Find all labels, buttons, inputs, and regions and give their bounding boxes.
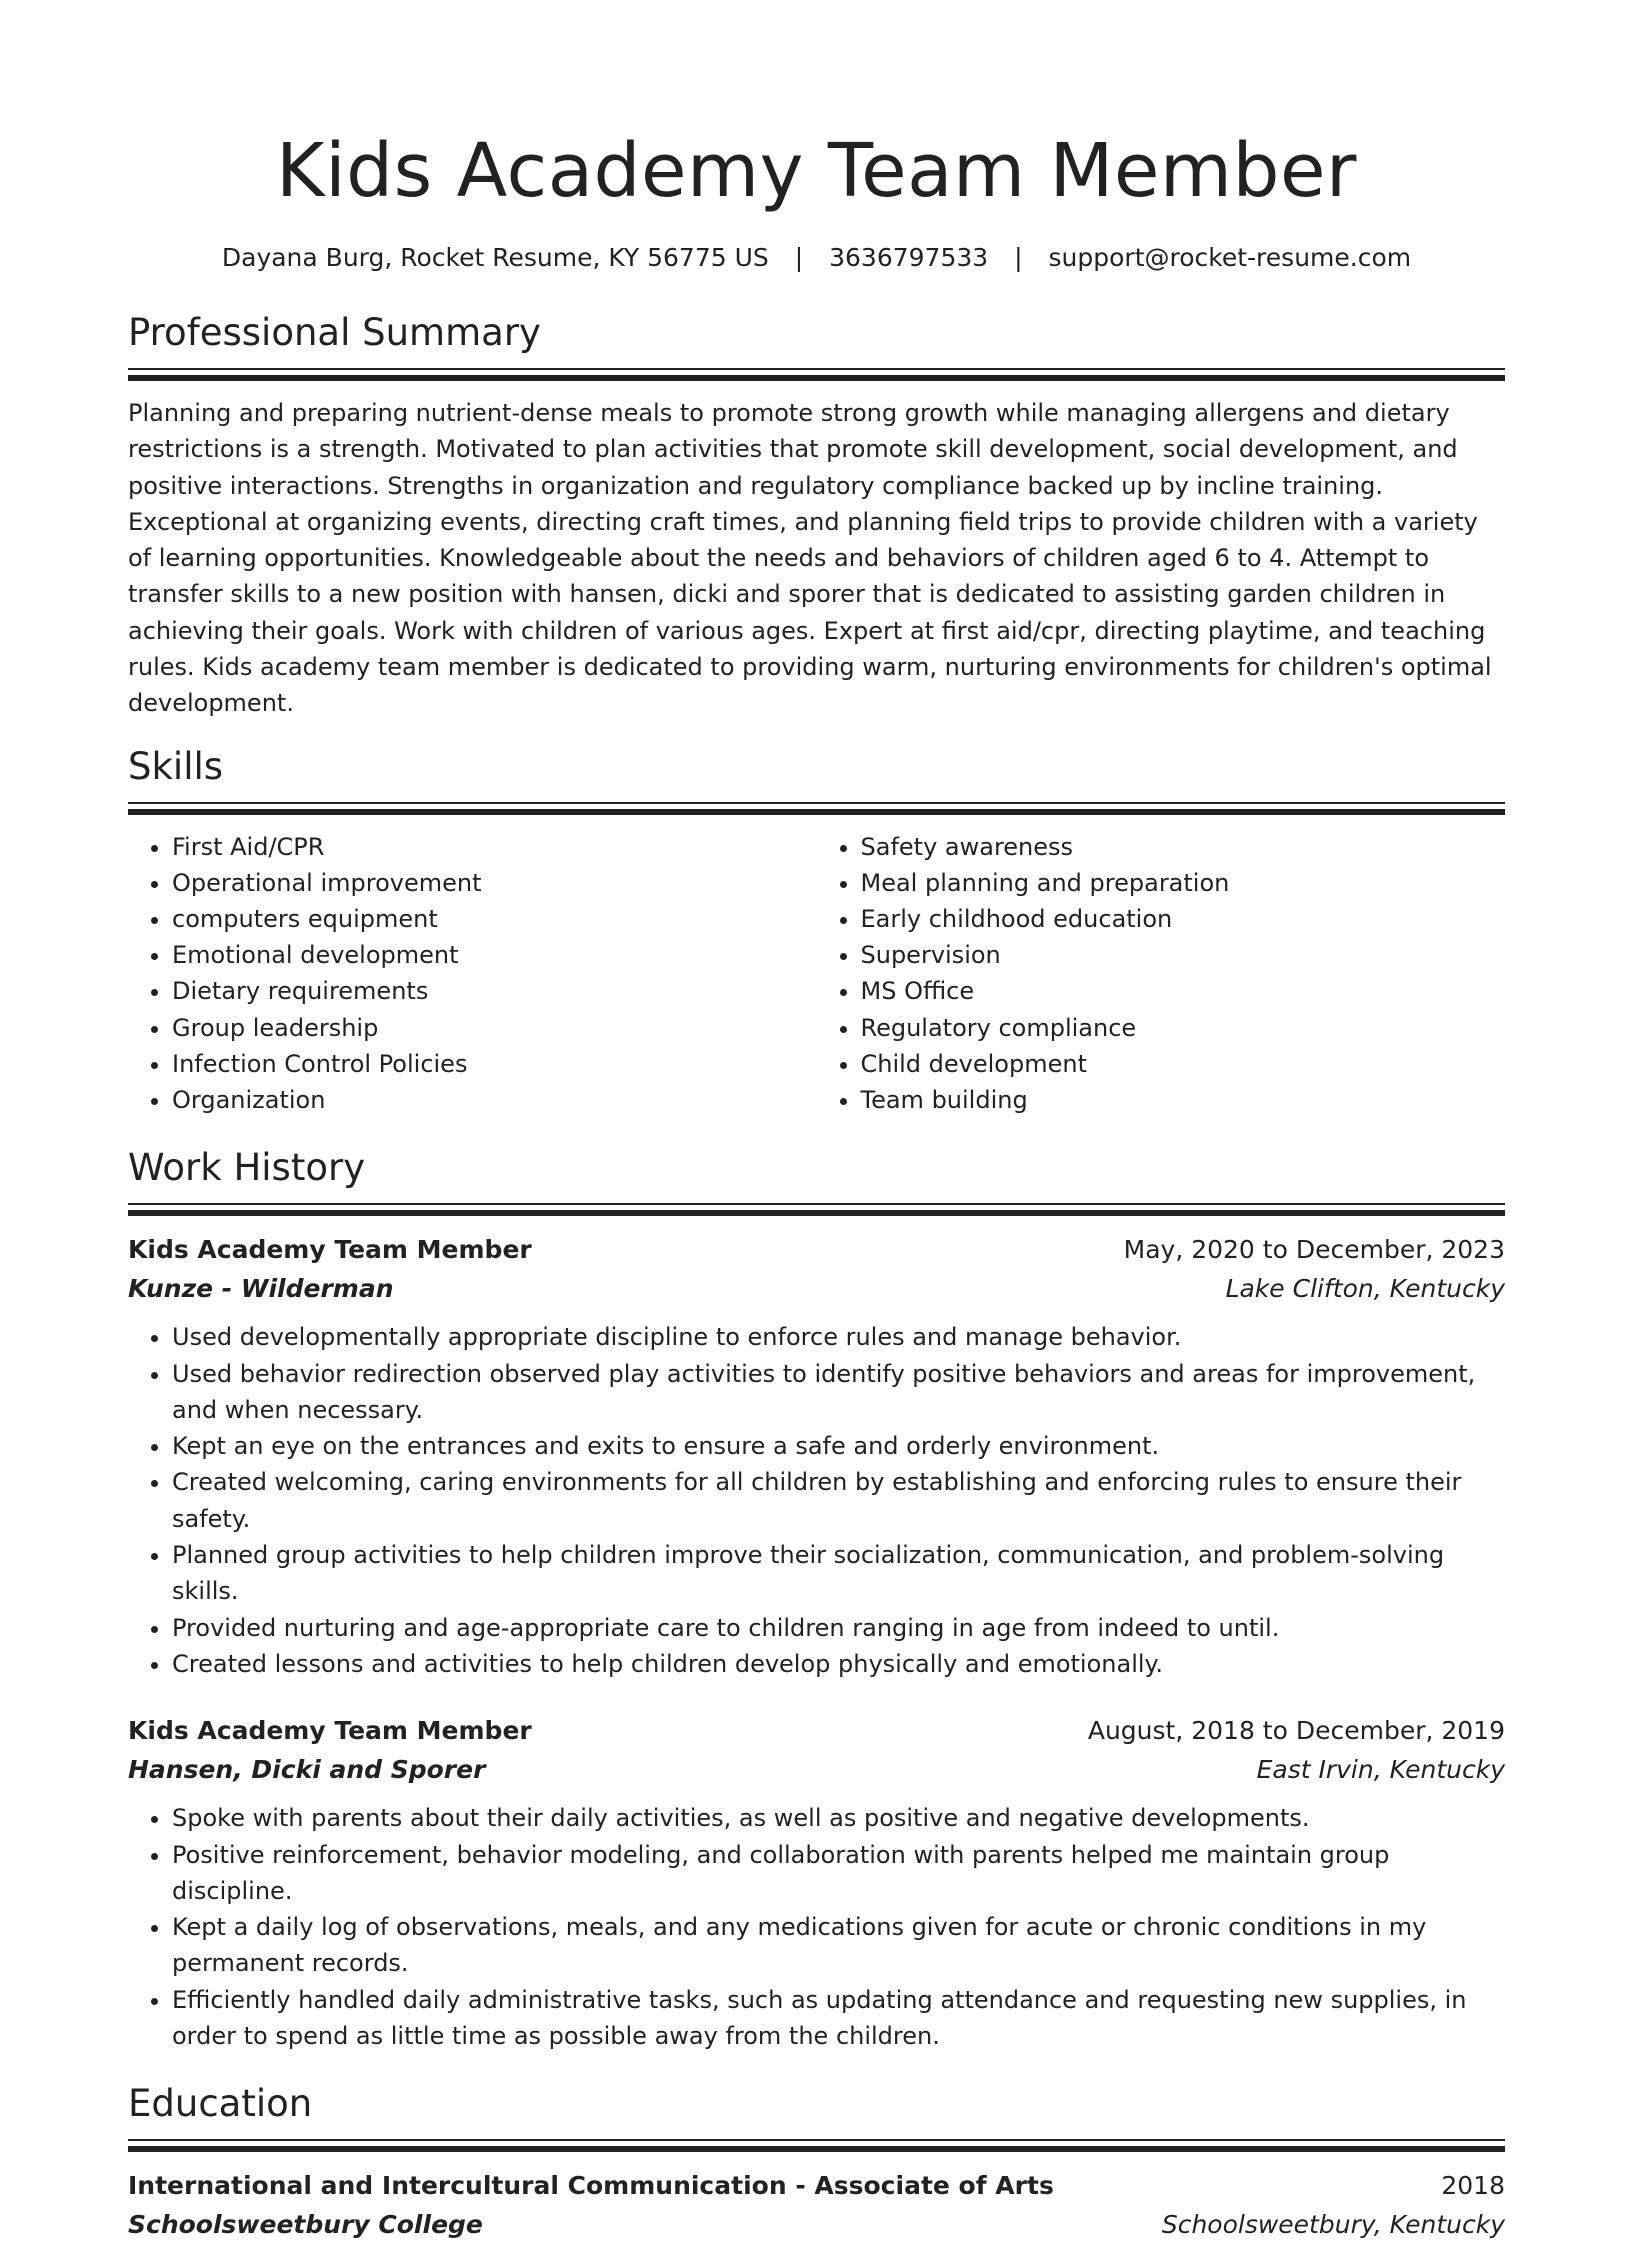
job-company: Kunze - Wilderman (128, 1274, 394, 1304)
contact-address: Dayana Burg, Rocket Resume, KY 56775 US (221, 243, 769, 272)
skill-item: • Team building (861, 1082, 1506, 1118)
job-bullets (128, 1319, 1505, 1682)
job-bullet: • Efficiently handled daily administrative tasks, such as updating attendance and requesting new supplies, in order to spend as little time as possible away from the children. (172, 1982, 1505, 2055)
section-divider (128, 1203, 1505, 1216)
resume-title: Kids Academy Team Member (276, 128, 1357, 214)
education-entry (128, 2167, 1505, 2245)
work-history-section (128, 1144, 1505, 2054)
education-subheader (128, 2205, 1505, 2245)
skills-right-list (817, 829, 1506, 1119)
skill-item: • Operational improvement (172, 865, 817, 901)
job-location: Lake Clifton, Kentucky (1225, 1274, 1505, 1304)
summary-heading: Professional Summary (128, 311, 541, 354)
education-section (128, 2080, 1505, 2245)
job-dates: August, 2018 to December, 2019 (1087, 1716, 1505, 1746)
contact-line (128, 241, 1505, 275)
job-title: Kids Academy Team Member (128, 1716, 532, 1746)
job-entry (128, 1231, 1505, 1682)
contact-phone: 3636797533 (829, 243, 989, 272)
skill-item: • Dietary requirements (172, 973, 817, 1009)
education-header (128, 2167, 1505, 2205)
skill-item: • Meal planning and preparation (861, 865, 1506, 901)
education-heading: Education (128, 2082, 313, 2126)
skill-item: • Early childhood education (861, 901, 1506, 937)
skill-item: • MS Office (861, 973, 1506, 1009)
job-bullet: • Used behavior redirection observed play activities to identify positive behaviors and areas for improvement, and when necessary. (172, 1356, 1505, 1429)
skill-item: • Organization (172, 1082, 817, 1118)
skills-columns (128, 829, 1505, 1119)
section-divider (128, 2139, 1505, 2152)
section-divider (128, 802, 1505, 815)
contact-email[interactable]: support@rocket-resume.com (1048, 243, 1412, 272)
job-bullet: • Planned group activities to help children improve their socialization, communication, and problem-solving skills. (172, 1537, 1505, 1610)
skill-item: • Group leadership (172, 1010, 817, 1046)
work-history-heading: Work History (128, 1146, 366, 1190)
education-school: Schoolsweetbury College (128, 2210, 483, 2240)
job-company: Hansen, Dicki and Sporer (128, 1755, 486, 1785)
education-location: Schoolsweetbury, Kentucky (1161, 2210, 1505, 2240)
education-degree: International and Intercultural Communication - Associate of Arts (128, 2171, 1054, 2201)
skill-item: • Child development (861, 1046, 1506, 1082)
skill-item: • Supervision (861, 937, 1506, 973)
contact-separator: | (1014, 243, 1023, 272)
summary-section (128, 309, 1505, 722)
job-subheader (128, 1269, 1505, 1309)
job-location: East Irvin, Kentucky (1256, 1755, 1505, 1785)
job-bullet: • Kept a daily log of observations, meals, and any medications given for acute or chronic conditions in my permanent records. (172, 1909, 1505, 1982)
job-bullet: • Spoke with parents about their daily activities, as well as positive and negative developments. (172, 1800, 1505, 1836)
resume-page (128, 0, 1505, 2245)
skill-item: • Safety awareness (861, 829, 1506, 865)
job-bullet: • Used developmentally appropriate discipline to enforce rules and manage behavior. (172, 1319, 1505, 1355)
education-year: 2018 (1441, 2171, 1505, 2201)
job-bullet: • Created welcoming, caring environments for all children by establishing and enforcing rules to ensure their safety. (172, 1464, 1505, 1537)
job-dates: May, 2020 to December, 2023 (1123, 1235, 1505, 1265)
job-header (128, 1231, 1505, 1269)
skill-item: • Emotional development (172, 937, 817, 973)
summary-text: Planning and preparing nutrient-dense meals to promote strong growth while managing allergens and dietary restrictions is a strength. Motivated to plan activities that promote skill development, social development, and positive interactions. Strengths in organization and regulatory compliance backed up by incline training. Exceptional at organizing events, directing craft times, and planning field trips to provide children with a variety of learning opportunities. Knowledgeable about the needs and behaviors of children aged 6 to 4. Attempt to transfer skills to a new position with hansen, dicki and sporer that is dedicated to assisting garden children in achieving their goals. Work with children of various ages. Expert at first aid/cpr, directing playtime, and teaching rules. Kids academy team member is dedicated to providing warm, nurturing environments for children's optimal development. (128, 399, 1492, 718)
job-bullet: • Provided nurturing and age-appropriate care to children ranging in age from indeed to until. (172, 1610, 1505, 1646)
skill-item: • First Aid/CPR (172, 829, 817, 865)
skills-left-list (128, 829, 817, 1119)
skill-item: • computers equipment (172, 901, 817, 937)
contact-separator: | (794, 243, 804, 272)
skills-section (128, 743, 1505, 1119)
job-bullet: • Positive reinforcement, behavior modeling, and collaboration with parents helped me maintain group discipline. (172, 1837, 1505, 1910)
job-bullet: • Created lessons and activities to help children develop physically and emotionally. (172, 1646, 1505, 1682)
skill-item: • Regulatory compliance (861, 1010, 1506, 1046)
job-header (128, 1712, 1505, 1750)
skill-item: • Infection Control Policies (172, 1046, 817, 1082)
job-bullets (128, 1800, 1505, 2054)
job-entry (128, 1712, 1505, 2054)
job-bullet: • Kept an eye on the entrances and exits to ensure a safe and orderly environment. (172, 1428, 1505, 1464)
job-title: Kids Academy Team Member (128, 1235, 532, 1265)
section-divider (128, 368, 1505, 381)
skills-heading: Skills (128, 744, 224, 788)
job-subheader (128, 1750, 1505, 1790)
